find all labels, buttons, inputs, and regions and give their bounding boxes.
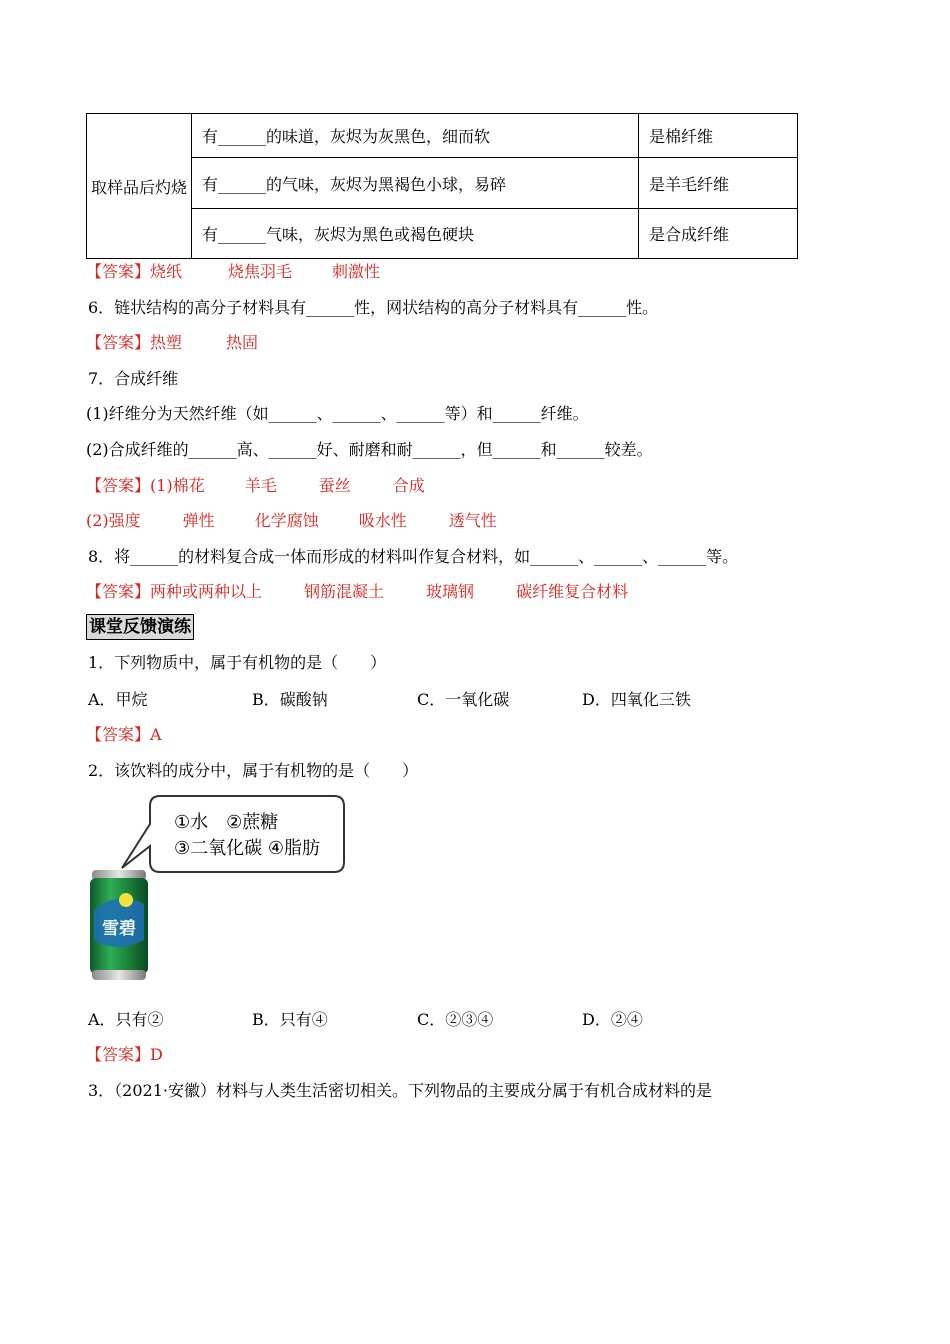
answer-value: 透气性	[448, 511, 497, 530]
table-result-cell: 是棉纤维	[639, 114, 798, 158]
answer-value: 刺激性	[332, 262, 381, 281]
question-8: 8．将______的材料复合成一体而形成的材料叫作复合材料，如______、______、______等。	[88, 547, 739, 566]
question-6: 6．链状结构的高分子材料具有______性，网状结构的高分子材料具有______性。	[88, 298, 659, 317]
option-c: C．②③④	[417, 1010, 494, 1029]
option-a: A．只有②	[88, 1010, 164, 1029]
answer-line	[86, 1045, 163, 1065]
table-desc-cell: 有______的气味，灰烬为黑褐色小球，易碎	[192, 158, 639, 209]
answer-value: 化学腐蚀	[254, 511, 319, 530]
answer-value: 热塑	[150, 333, 183, 352]
answer-label: 【答案】	[86, 725, 151, 744]
feedback-question-2: 2．该饮料的成分中，属于有机物的是（ ）	[88, 761, 419, 780]
can-label: 雪碧	[102, 919, 136, 939]
option-d: D．四氧化三铁	[582, 690, 691, 709]
table-result-cell: 是合成纤维	[639, 209, 798, 259]
feedback-question-1: 1．下列物质中，属于有机物的是（ ）	[88, 653, 387, 672]
answer-value: 两种或两种以上	[150, 582, 263, 601]
option-b: B．只有④	[252, 1010, 328, 1029]
answer-value: 烧焦羽毛	[228, 262, 293, 281]
answer-value: D	[150, 1045, 163, 1064]
answer-value: 弹性	[182, 511, 215, 530]
question-7: 7．合成纤维	[88, 369, 179, 388]
answer-value: 蚕丝	[318, 476, 351, 495]
answer-value: 烧纸	[150, 262, 183, 281]
soda-can-image	[88, 870, 150, 982]
option-b: B．碳酸钠	[252, 690, 328, 709]
answer-label: 【答案】	[86, 262, 151, 281]
question-7-part-2: (2)合成纤维的______高、______好、耐磨和耐______，但______和______较差。	[86, 440, 653, 459]
answer-label: 【答案】	[86, 582, 151, 601]
answer-line	[86, 333, 258, 353]
fiber-burn-table	[86, 113, 798, 259]
section-title: 课堂反馈演练	[86, 614, 194, 640]
answer-label: 【答案】	[86, 333, 151, 352]
answer-label: 【答案】	[86, 476, 151, 495]
answer-value: 热固	[226, 333, 259, 352]
option-c: C．一氧化碳	[417, 690, 510, 709]
feedback-question-3: 3．（2021·安徽）材料与人类生活密切相关。下列物品的主要成分属于有机合成材料的是	[88, 1081, 712, 1100]
bubble-line-1: ①水 ②蔗糖	[174, 812, 279, 833]
answer-value: 钢筋混凝土	[304, 582, 385, 601]
answer-value: 玻璃钢	[426, 582, 475, 601]
option-a: A．甲烷	[88, 690, 148, 709]
table-desc-cell: 有______的味道，灰烬为灰黑色，细而软	[192, 114, 639, 158]
answer-value: 合成	[392, 476, 425, 495]
table-desc-cell: 有______气味，灰烬为黑色或褐色硬块	[192, 209, 639, 259]
answer-value: (2)强度	[86, 511, 141, 530]
table-method-cell: 取样品后灼烧	[87, 114, 192, 259]
table-result-cell: 是羊毛纤维	[639, 158, 798, 209]
answer-line	[86, 725, 162, 745]
option-d: D．②④	[582, 1010, 643, 1029]
answer-line	[86, 262, 380, 282]
question-7-part-1: (1)纤维分为天然纤维（如______、______、______等）和______纤维。	[86, 404, 589, 423]
answer-label: 【答案】	[86, 1045, 151, 1064]
answer-value: 碳纤维复合材料	[516, 582, 629, 601]
answer-value: A	[150, 725, 162, 744]
answer-value: (1)棉花	[150, 476, 205, 495]
answer-line	[86, 476, 425, 496]
answer-line	[86, 582, 628, 602]
answer-value: 羊毛	[244, 476, 277, 495]
answer-line	[86, 511, 497, 531]
answer-value: 吸水性	[358, 511, 407, 530]
bubble-line-2: ③二氧化碳 ④脂肪	[174, 838, 320, 859]
